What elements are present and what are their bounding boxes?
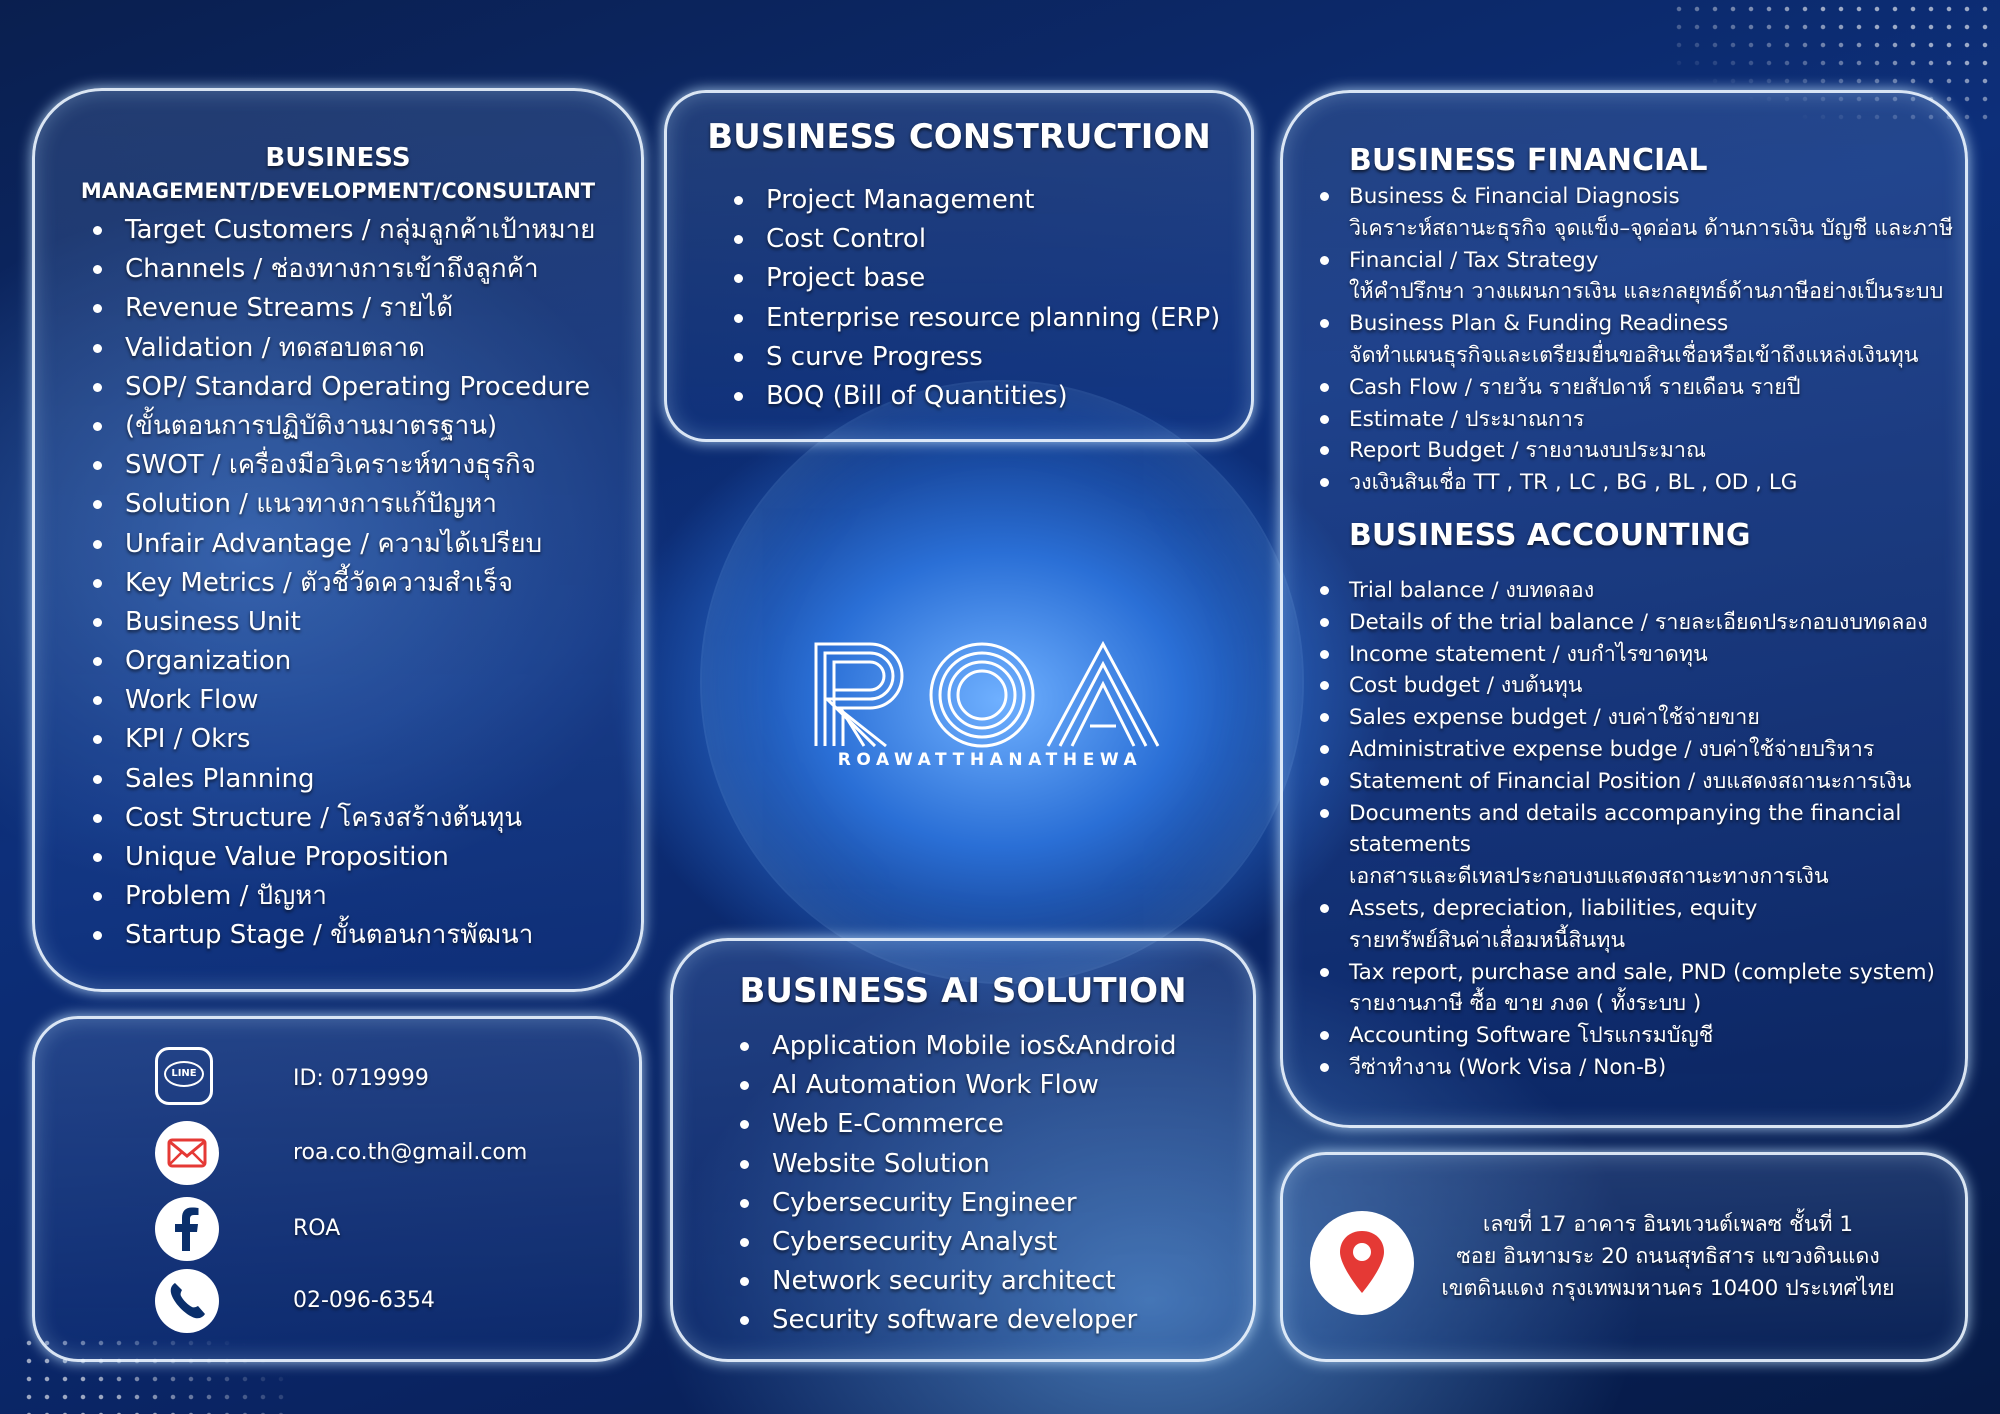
list-item <box>1349 308 1959 372</box>
item-text: Assets, depreciation, liabilities, equity <box>1349 895 1758 921</box>
item-detail: วิเคราะห์สถานะธุรกิจ จุดแข็ง–จุดอ่อน ด้านการเงิน บัญชี และภาษี <box>1349 215 1954 241</box>
list-item: Sales Planning <box>125 760 645 799</box>
line-icon <box>155 1047 213 1105</box>
list-item: Key Metrics / ตัวชี้วัดความสำเร็จ <box>125 564 645 603</box>
list-item <box>1349 245 1959 309</box>
list-item: Solution / แนวทางการแก้ปัญหา <box>125 485 645 524</box>
list-item: Trial balance / งบทดลอง <box>1349 575 1959 607</box>
address-line: เลขที่ 17 อาคาร อินทเวนต์เพลซ ชั้นที่ 1 <box>1482 1212 1854 1237</box>
list-item: Project base <box>766 259 1220 298</box>
list-item: Enterprise resource planning (ERP) <box>766 299 1220 338</box>
list-item: Project Management <box>766 181 1220 220</box>
list-item: KPI / Okrs <box>125 720 645 759</box>
list-item: Cost budget / งบต้นทุน <box>1349 670 1959 702</box>
financial-list <box>1349 181 1959 499</box>
list-item: วีซ่าทำงาน (Work Visa / Non-B) <box>1349 1052 1959 1084</box>
list-item: Website Solution <box>772 1145 1177 1184</box>
list-item: Validation / ทดสอบตลาด <box>125 329 645 368</box>
list-item: Cybersecurity Analyst <box>772 1223 1177 1262</box>
financial-title: BUSINESS FINANCIAL <box>1349 143 1708 178</box>
item-text-cont: statements <box>1349 832 1471 858</box>
company-address <box>1428 1209 1908 1305</box>
ai-list <box>772 1027 1177 1341</box>
list-item: Cost Structure / โครงสร้างต้นทุน <box>125 799 645 838</box>
list-item: Income statement / งบกำไรขาดทุน <box>1349 639 1959 671</box>
accounting-list <box>1349 575 1959 1084</box>
list-item: Business Unit <box>125 603 645 642</box>
business-management-panel <box>32 88 644 992</box>
item-detail: รายงานภาษี ซื้อ ขาย ภงด ( ทั้งระบบ ) <box>1349 991 1702 1017</box>
item-text: Business Plan & Funding Readiness <box>1349 311 1729 337</box>
accounting-title: BUSINESS ACCOUNTING <box>1349 518 1751 553</box>
list-item: Unique Value Proposition <box>125 838 645 877</box>
contact-panel <box>32 1016 642 1362</box>
list-item: Channels / ช่องทางการเข้าถึงลูกค้า <box>125 250 645 289</box>
business-financial-panel <box>1280 90 1968 1128</box>
list-item: Details of the trial balance / รายละเอียดประกอบงบทดลอง <box>1349 607 1959 639</box>
list-item: SOP/ Standard Operating Procedure <box>125 368 645 407</box>
list-item: Cash Flow / รายวัน รายสัปดาห์ รายเดือน รายปี <box>1349 372 1959 404</box>
list-item: Security software developer <box>772 1301 1177 1340</box>
list-item <box>1349 181 1959 245</box>
list-item: Accounting Software โปรแกรมบัญชี <box>1349 1020 1959 1052</box>
phone-icon <box>155 1269 219 1333</box>
list-item: Cybersecurity Engineer <box>772 1184 1177 1223</box>
phone-number[interactable]: 02-096-6354 <box>293 1288 435 1313</box>
address-panel <box>1280 1152 1968 1362</box>
item-text: Business & Financial Diagnosis <box>1349 184 1680 209</box>
facebook-name[interactable]: ROA <box>293 1216 341 1241</box>
list-item: Report Budget / รายงานงบประมาณ <box>1349 435 1959 467</box>
list-item: Startup Stage / ขั้นตอนการพัฒนา <box>125 916 645 955</box>
construction-list <box>766 181 1220 416</box>
mail-icon <box>155 1121 219 1185</box>
list-item <box>1349 798 1959 893</box>
list-item: Cost Control <box>766 220 1220 259</box>
list-item: Statement of Financial Position / งบแสดงสถานะการเงิน <box>1349 766 1959 798</box>
item-text: Tax report, purchase and sale, PND (complete system) <box>1349 959 1935 985</box>
item-detail: ให้คำปรึกษา วางแผนการเงิน และกลยุทธ์ด้านภาษีอย่างเป็นระบบ <box>1349 279 1944 305</box>
list-item: Network security architect <box>772 1262 1177 1301</box>
panel-title: BUSINESS CONSTRUCTION <box>707 117 1211 157</box>
list-item: Web E-Commerce <box>772 1105 1177 1144</box>
business-ai-solution-panel <box>670 938 1256 1362</box>
address-line: ซอย อินทามระ 20 ถนนสุทธิสาร แขวงดินแดง <box>1456 1244 1880 1269</box>
item-text: Financial / Tax Strategy <box>1349 247 1599 273</box>
list-item: S curve Progress <box>766 338 1220 377</box>
list-item: Work Flow <box>125 681 645 720</box>
list-item: Revenue Streams / รายได้ <box>125 289 645 328</box>
list-item: Problem / ปัญหา <box>125 877 645 916</box>
roa-logo <box>812 640 1172 780</box>
list-item: วงเงินสินเชื่อ TT , TR , LC , BG , BL , OD , LG <box>1349 467 1959 499</box>
roa-wordmark-logo <box>812 640 1172 750</box>
panel-title: BUSINESS AI SOLUTION <box>739 971 1187 1011</box>
item-detail: จัดทำแผนธุรกิจและเตรียมยื่นขอสินเชื่อหรือเข้าถึงแหล่งเงินทุน <box>1349 342 1919 368</box>
location-pin-icon <box>1310 1211 1414 1315</box>
list-item <box>1349 957 1959 1021</box>
item-text: Documents and details accompanying the financial <box>1349 800 1902 826</box>
facebook-icon <box>155 1197 219 1261</box>
list-item: BOQ (Bill of Quantities) <box>766 377 1220 416</box>
panel-subtitle: MANAGEMENT/DEVELOPMENT/CONSULTANT <box>80 179 596 203</box>
list-item: (ขั้นตอนการปฏิบัติงานมาตรฐาน) <box>125 407 645 446</box>
list-item: Target Customers / กลุ่มลูกค้าเป้าหมาย <box>125 211 645 250</box>
list-item: Sales expense budget / งบค่าใช้จ่ายขาย <box>1349 702 1959 734</box>
management-list <box>125 211 645 956</box>
item-detail: เอกสารและดีเทลประกอบงบแสดงสถานะทางการเงิน <box>1349 864 1829 890</box>
list-item: Organization <box>125 642 645 681</box>
line-id: ID: 0719999 <box>293 1066 429 1091</box>
list-item <box>1349 893 1959 957</box>
list-item: Unfair Advantage / ความได้เปรียบ <box>125 525 645 564</box>
item-detail: รายทรัพย์สินค่าเสื่อมหนี้สินทุน <box>1349 927 1626 953</box>
business-construction-panel <box>664 90 1254 442</box>
email-address[interactable]: roa.co.th@gmail.com <box>293 1140 528 1165</box>
address-line: เขตดินแดง กรุงเทพมหานคร 10400 ประเทศไทย <box>1441 1276 1895 1301</box>
list-item: AI Automation Work Flow <box>772 1066 1177 1105</box>
list-item: Administrative expense budge / งบค่าใช้จ่ายบริหาร <box>1349 734 1959 766</box>
list-item: Estimate / ประมาณการ <box>1349 404 1959 436</box>
line-badge-text: LINE <box>164 1061 204 1087</box>
list-item: Application Mobile ios&Android <box>772 1027 1177 1066</box>
panel-title: BUSINESS <box>265 143 411 173</box>
logo-subtitle: ROAWATTHANATHEWA <box>837 750 1143 770</box>
list-item: SWOT / เครื่องมือวิเคราะห์ทางธุรกิจ <box>125 446 645 485</box>
